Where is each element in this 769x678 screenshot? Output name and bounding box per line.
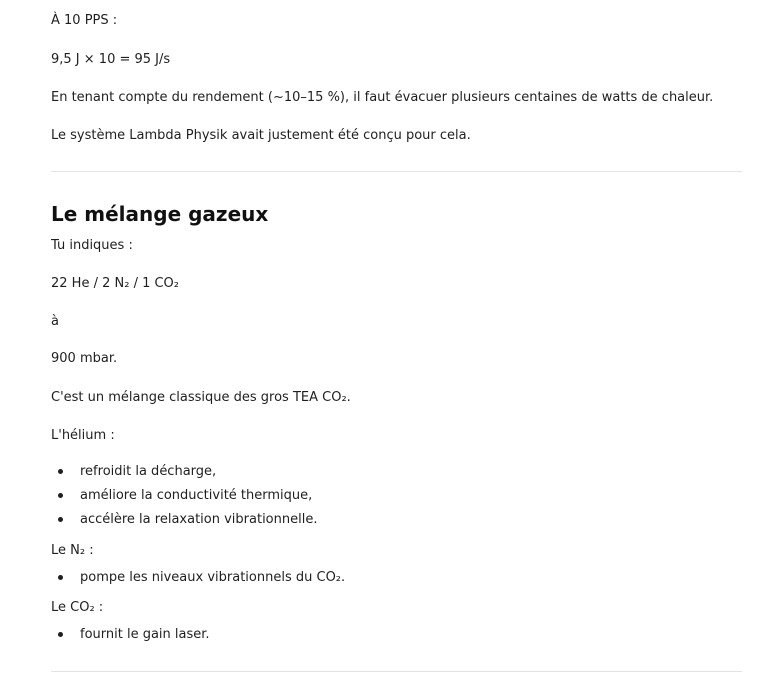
label-co2: Le CO₂ : [51, 600, 104, 615]
bullet-icon [58, 632, 63, 637]
bullet-icon [58, 469, 63, 474]
helium-list [51, 463, 317, 535]
list-item: améliore la conductivité thermique, [51, 487, 317, 511]
bullet-icon [58, 517, 63, 522]
paragraph-lambda-physik: Le système Lambda Physik avait justement été conçu pour cela. [51, 128, 471, 143]
label-n2: Le N₂ : [51, 543, 94, 558]
paragraph-gas-mix: 22 He / 2 N₂ / 1 CO₂ [51, 276, 180, 291]
paragraph-at: à [51, 314, 59, 329]
section-divider [51, 171, 742, 172]
paragraph-rate: À 10 PPS : [51, 13, 118, 28]
paragraph-intro: Tu indiques : [51, 238, 133, 253]
paragraph-pressure: 900 mbar. [51, 351, 118, 366]
list-item: refroidit la décharge, [51, 463, 317, 487]
paragraph-energy-calc: 9,5 J × 10 = 95 J/s [51, 52, 171, 67]
paragraph-classic-mix: C'est un mélange classique des gros TEA CO₂. [51, 390, 351, 405]
section-heading: Le mélange gazeux [51, 202, 269, 226]
bullet-icon [58, 493, 63, 498]
list-item: pompe les niveaux vibrationnels du CO₂. [51, 569, 345, 593]
n2-list [51, 569, 345, 593]
co2-list [51, 626, 210, 650]
section-divider-bottom [51, 671, 742, 672]
list-item: accélère la relaxation vibrationnelle. [51, 511, 317, 535]
list-item: fournit le gain laser. [51, 626, 210, 650]
paragraph-efficiency: En tenant compte du rendement (~10–15 %), il faut évacuer plusieurs centaines de watts de chaleur. [51, 90, 714, 105]
label-helium: L'hélium : [51, 428, 115, 443]
bullet-icon [58, 575, 63, 580]
